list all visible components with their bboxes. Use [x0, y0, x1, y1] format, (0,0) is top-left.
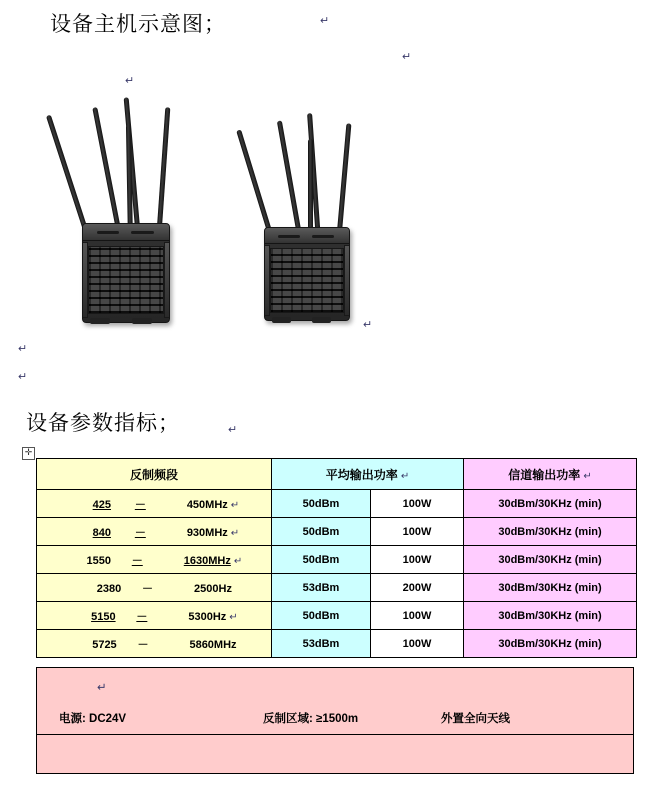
- chassis-top-cap: [265, 228, 349, 244]
- chassis-foot: [132, 318, 152, 324]
- antenna-icon: [46, 115, 91, 240]
- cell-average-power: 50dBm: [272, 602, 371, 630]
- cell-average-power: 50dBm: [272, 518, 371, 546]
- device-diagram-image: [60, 95, 460, 345]
- paragraph-mark: ↵: [97, 682, 107, 694]
- paragraph-mark: ↵: [18, 371, 28, 383]
- page-title-device-parameters: 设备参数指标；: [26, 411, 180, 435]
- jammer-chassis: [264, 227, 350, 321]
- band-dash: －: [142, 582, 154, 595]
- table-row: [37, 546, 637, 574]
- chassis-foot: [312, 317, 331, 323]
- vent-slot: [278, 235, 300, 238]
- cell-average-power: 50dBm: [272, 546, 371, 574]
- antenna-icon: [156, 107, 170, 241]
- chassis-foot: [90, 318, 110, 324]
- cell-watt: 100W: [371, 490, 464, 518]
- chassis-side-rail: [264, 245, 270, 317]
- cell-channel-power: 30dBm/30KHz (min): [464, 602, 637, 630]
- antenna-icon: [336, 123, 351, 243]
- chassis-foot: [272, 317, 291, 323]
- table-row: [37, 574, 637, 602]
- cell-band: [37, 630, 272, 658]
- footer-row: [37, 735, 634, 774]
- cell-band: [37, 546, 272, 574]
- paragraph-mark: ↵: [402, 51, 412, 63]
- band-start: 2380: [96, 582, 122, 595]
- jammer-unit-left: [70, 95, 180, 320]
- table-row: [37, 518, 637, 546]
- jammer-chassis: [82, 223, 170, 323]
- cell-watt: 200W: [371, 574, 464, 602]
- band-start: 5725: [92, 638, 117, 651]
- band-end: 1630MHz: [183, 554, 231, 567]
- band-end: 5860MHz: [189, 638, 237, 651]
- column-header-band: [37, 459, 272, 490]
- band-dash: －: [136, 610, 148, 623]
- paragraph-mark: ↵: [363, 319, 373, 331]
- paragraph-mark: ↵: [320, 15, 330, 27]
- footer-summary-table: [36, 667, 634, 774]
- band-end: 5300Hz: [188, 610, 227, 623]
- band-end: 930MHz: [186, 526, 228, 539]
- page-title-device-diagram: 设备主机示意图；: [50, 12, 226, 36]
- cell-band: [37, 490, 272, 518]
- vent-slot: [97, 231, 119, 234]
- column-header-band-label: 反制频段: [129, 467, 178, 482]
- table-move-handle-icon[interactable]: ✛: [22, 447, 35, 460]
- table-row: [37, 602, 637, 630]
- cell-watt: 100W: [371, 630, 464, 658]
- band-start: 840: [92, 526, 111, 539]
- band-dash: －: [131, 554, 143, 567]
- chassis-side-rail: [344, 245, 350, 317]
- paragraph-mark: ↵: [229, 611, 238, 623]
- band-start: 5150: [91, 610, 116, 623]
- cell-channel-power: 30dBm/30KHz (min): [464, 546, 637, 574]
- vent-slot: [131, 231, 153, 234]
- chassis-side-rail: [164, 242, 170, 318]
- antenna-icon: [236, 129, 275, 241]
- footer-row: [37, 668, 634, 735]
- cell-band: [37, 574, 272, 602]
- table-header-row: [37, 459, 637, 490]
- coverage-label: 反制区域: ≥1500m: [263, 713, 359, 725]
- footer-cell-empty: [37, 735, 634, 774]
- antenna-icon: [92, 107, 123, 240]
- band-start: 425: [92, 498, 111, 511]
- cell-watt: 100W: [371, 546, 464, 574]
- heatsink-grill: [88, 246, 164, 315]
- band-dash: －: [137, 638, 149, 651]
- cell-channel-power: 30dBm/30KHz (min): [464, 574, 637, 602]
- chassis-top-cap: [83, 224, 169, 241]
- cell-band: [37, 518, 272, 546]
- vent-slot: [312, 235, 334, 238]
- paragraph-mark: ↵: [400, 470, 410, 482]
- paragraph-mark: ↵: [583, 470, 592, 482]
- chassis-side-rail: [82, 242, 88, 318]
- paragraph-mark: ↵: [228, 424, 238, 436]
- paragraph-mark: ↵: [233, 555, 243, 567]
- jammer-unit-right: [252, 109, 360, 319]
- cell-channel-power: 30dBm/30KHz (min): [464, 518, 637, 546]
- heatsink-grill: [270, 248, 344, 312]
- paragraph-mark: ↵: [230, 499, 240, 511]
- cell-channel-power: 30dBm/30KHz (min): [464, 630, 637, 658]
- table-row: [37, 490, 637, 518]
- cell-average-power: 53dBm: [272, 630, 371, 658]
- column-header-channel-power: [464, 459, 637, 490]
- cell-average-power: 50dBm: [272, 490, 371, 518]
- parameter-table: [36, 458, 637, 658]
- band-start: 1550: [86, 554, 111, 567]
- column-header-average-power: [272, 459, 464, 490]
- column-header-average-power-label: 平均输出功率: [325, 467, 398, 482]
- band-end: 450MHz: [186, 498, 228, 511]
- power-supply-label: 电源: DC24V: [59, 713, 127, 725]
- paragraph-mark: ↵: [125, 75, 135, 87]
- paragraph-mark: ↵: [18, 343, 28, 355]
- column-header-channel-power-label: 信道输出功率: [508, 467, 581, 482]
- cell-watt: 100W: [371, 602, 464, 630]
- band-dash: －: [134, 498, 146, 511]
- band-end: 2500Hz: [194, 582, 232, 595]
- table-row: [37, 630, 637, 658]
- antenna-icon: [277, 120, 303, 241]
- cell-average-power: 53dBm: [272, 574, 371, 602]
- cell-channel-power: 30dBm/30KHz (min): [464, 490, 637, 518]
- footer-cell-specs: [37, 668, 634, 735]
- antenna-label: 外置全向天线: [441, 713, 510, 725]
- cell-watt: 100W: [371, 518, 464, 546]
- paragraph-mark: ↵: [230, 527, 240, 539]
- band-dash: －: [134, 526, 146, 539]
- cell-band: [37, 602, 272, 630]
